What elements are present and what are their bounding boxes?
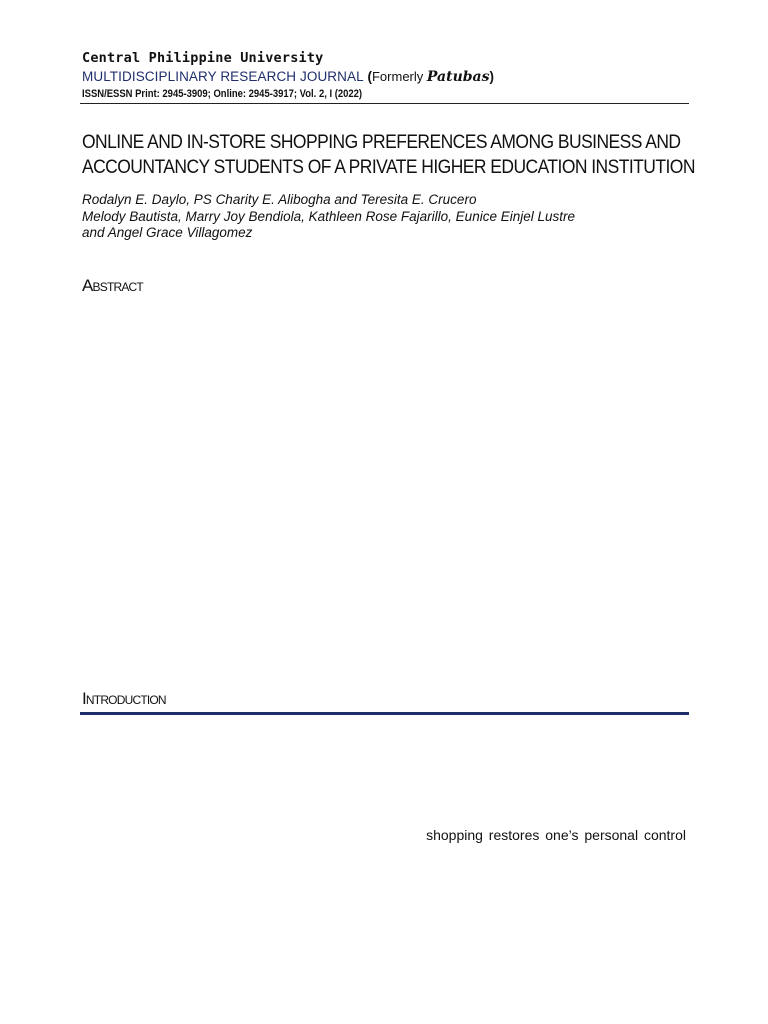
introduction-divider bbox=[80, 712, 689, 715]
paper-title-line: ACCOUNTANCY STUDENTS OF A PRIVATE HIGHER EDUCATION INSTITUTION bbox=[82, 156, 695, 178]
journal-header bbox=[82, 50, 688, 102]
introduction-heading: Introduction bbox=[82, 689, 166, 708]
journal-name: MULTIDISCIPLINARY RESEARCH JOURNAL bbox=[82, 69, 364, 84]
formerly-open-paren: ( bbox=[367, 69, 372, 84]
author-list bbox=[82, 192, 688, 242]
paper-title bbox=[82, 131, 695, 180]
paper-title-line: ONLINE AND IN-STORE SHOPPING PREFERENCES AMONG BUSINESS AND bbox=[82, 132, 681, 153]
formerly-label: Formerly bbox=[371, 69, 427, 84]
formerly-close-paren: ) bbox=[489, 69, 494, 84]
abstract-heading: Abstract bbox=[82, 276, 143, 295]
author-line: Melody Bautista, Marry Joy Bendiola, Kathleen Rose Fajarillo, Eunice Einjel Lustre bbox=[82, 208, 575, 224]
former-journal-name: Patubas bbox=[426, 69, 490, 85]
issn-line: ISSN/ESSN Print: 2945-3909; Online: 2945-3917; Vol. 2, I (2022) bbox=[82, 88, 363, 100]
author-line: and Angel Grace Villagomez bbox=[82, 225, 253, 240]
journal-line bbox=[82, 68, 688, 86]
university-name: Central Philippine University bbox=[82, 50, 324, 66]
header-divider bbox=[80, 103, 689, 104]
introduction-text-fragment: shopping restores one’s personal control bbox=[426, 827, 686, 843]
author-line: Rodalyn E. Daylo, PS Charity E. Alibogha and Teresita E. Crucero bbox=[82, 192, 477, 207]
